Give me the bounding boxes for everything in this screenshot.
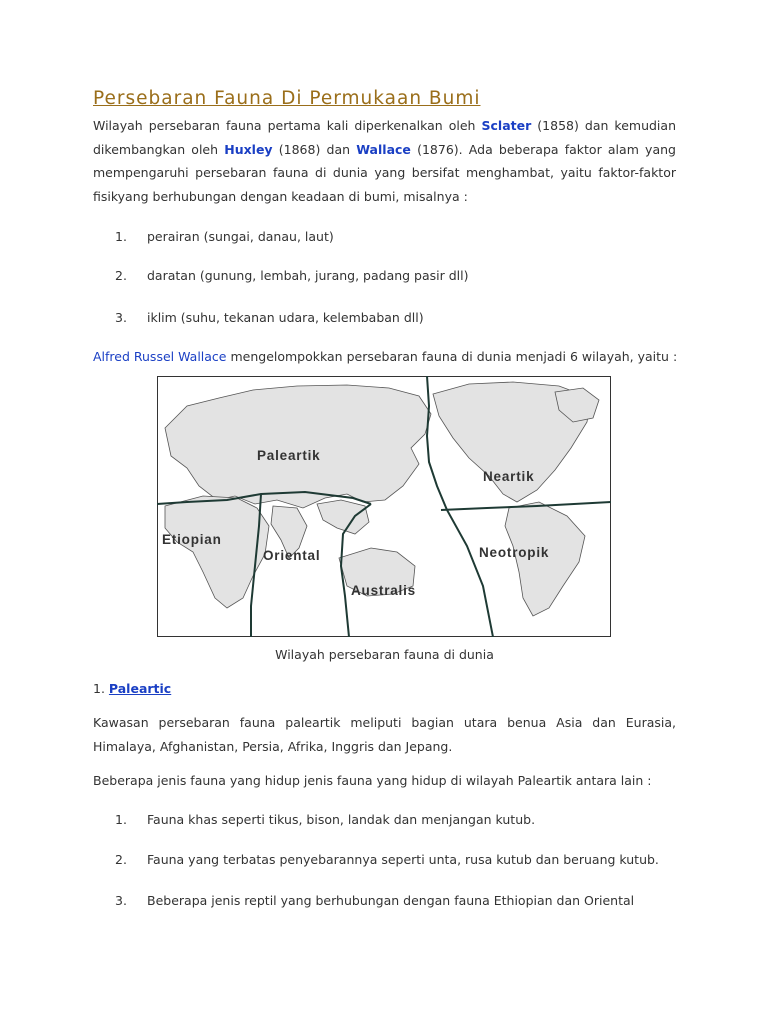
fauna-region-map [157, 376, 611, 637]
wallace-paragraph-text: mengelompokkan persebaran fauna di dunia menjadi 6 wilayah, yaitu : [230, 349, 678, 364]
fauna-item [115, 893, 634, 908]
factor-number: 3. [115, 310, 127, 325]
paleartic-lead: Beberapa jenis fauna yang hidup jenis fauna yang hidup di wilayah Paleartik antara lain : [93, 773, 652, 788]
fauna-item-text: Beberapa jenis reptil yang berhubungan dengan fauna Ethiopian dan Oriental [147, 893, 635, 908]
factor-number: 1. [115, 229, 127, 244]
intro-text-2: (1858) dan kemudian dikembangkan oleh [93, 118, 676, 157]
label-oriental: Oriental [263, 548, 321, 563]
wallace-paragraph [93, 345, 676, 369]
fauna-item-text: Fauna khas seperti tikus, bison, landak dan menjangan kutub. [147, 812, 536, 827]
intro-text-3: (1868) dan [278, 141, 351, 157]
huxley-link[interactable]: Huxley [224, 141, 273, 157]
label-australis: Australis [351, 583, 416, 598]
fauna-item-number: 2. [115, 852, 127, 867]
fauna-item-number: 1. [115, 812, 127, 827]
label-paleartik: Paleartik [257, 448, 321, 463]
paleartic-description: Kawasan persebaran fauna paleartik meliputi bagian utara benua Asia dan Eurasia, Himalaya, Afghanistan, Persia, Afrika, Inggris dan Jepang. [93, 715, 676, 754]
intro-paragraph [93, 114, 676, 208]
fauna-item-number: 3. [115, 893, 127, 908]
factor-text: perairan (sungai, danau, laut) [147, 229, 334, 244]
factor-item [115, 310, 424, 325]
fauna-item-text: Fauna yang terbatas penyebarannya seperti unta, rusa kutub dan beruang kutub. [147, 852, 659, 867]
factor-text: iklim (suhu, tekanan udara, kelembaban dll) [147, 310, 424, 325]
factor-text: daratan (gunung, lembah, jurang, padang pasir dll) [147, 268, 469, 283]
page-title: Persebaran Fauna Di Permukaan Bumi [93, 88, 481, 109]
label-neartik: Neartik [483, 469, 535, 484]
label-etiopian: Etiopian [162, 532, 222, 547]
eurasia-land [165, 385, 431, 508]
section-heading-paleartic [93, 677, 676, 701]
factor-item [115, 229, 334, 244]
fauna-item [115, 852, 659, 867]
label-neotropik: Neotropik [479, 545, 550, 560]
map-caption: Wilayah persebaran fauna di dunia [275, 647, 494, 662]
paleartic-link[interactable]: Paleartic [108, 681, 172, 696]
fauna-item [115, 812, 535, 827]
intro-text-1: Wilayah persebaran fauna pertama kali diperkenalkan oleh [93, 118, 476, 133]
alfred-wallace-link[interactable]: Alfred Russel Wallace [93, 349, 227, 364]
intro-text-4: (1876). Ada beberapa faktor alam yang mempengaruhi persebaran fauna di dunia yang bersifat menghambat, yaitu faktor-faktor fisikyang berhubungan dengan keadaan di bumi, misalnya : [93, 141, 676, 204]
section-number: 1. [93, 681, 105, 696]
wallace-link[interactable]: Wallace [356, 141, 411, 157]
factor-number: 2. [115, 268, 127, 283]
sclater-link[interactable]: Sclater [481, 118, 532, 133]
factor-item [115, 268, 469, 283]
